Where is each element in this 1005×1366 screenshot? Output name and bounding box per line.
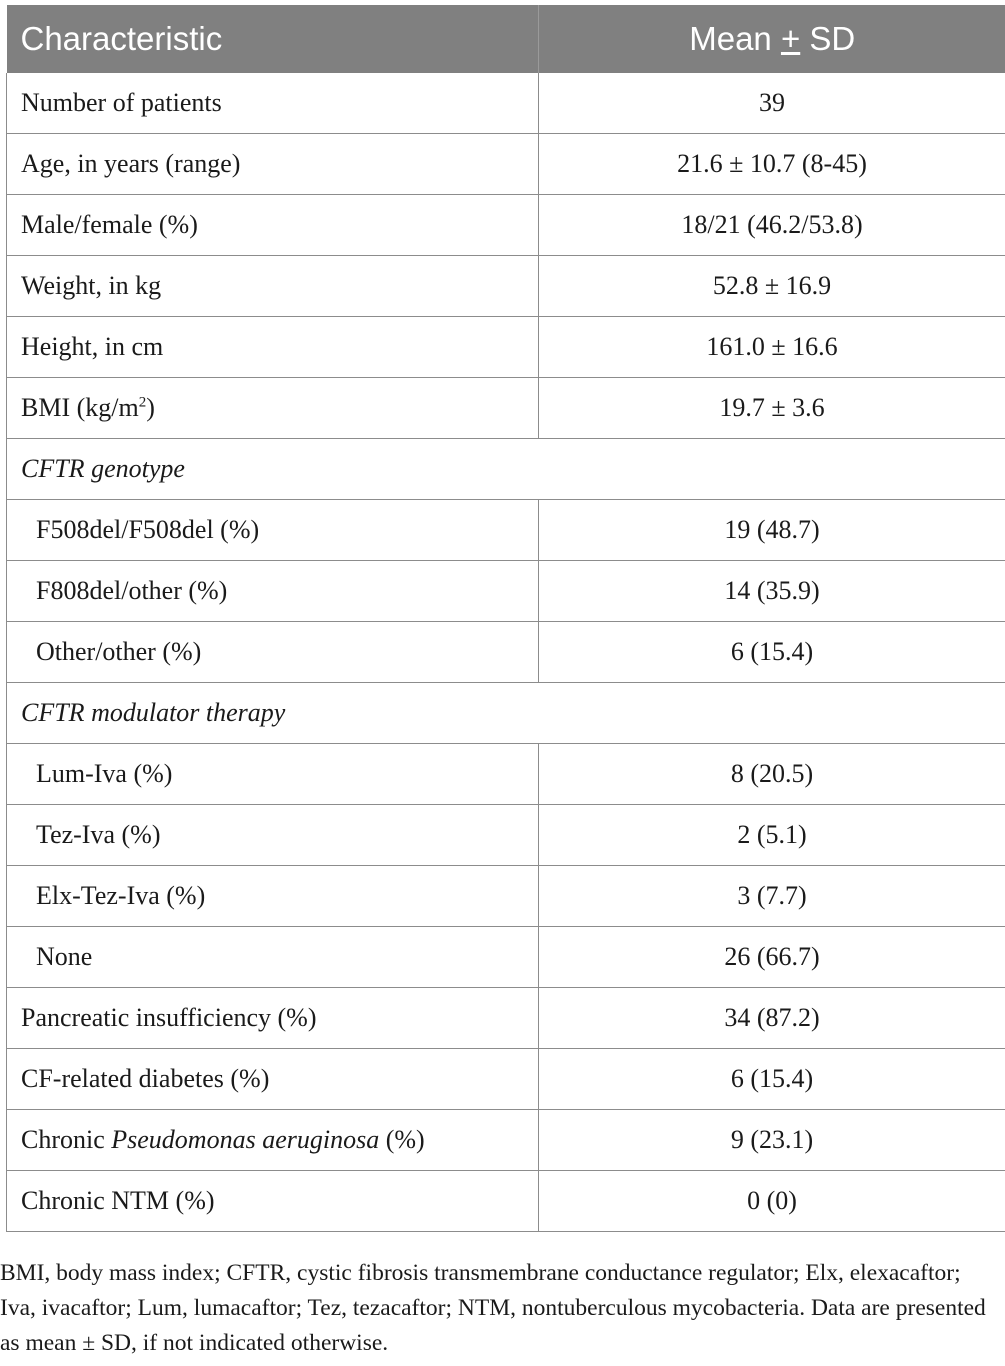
pseudomonas-suffix: (%) (379, 1125, 425, 1154)
row-value: 9 (23.1) (539, 1110, 1005, 1171)
table-row (7, 134, 1005, 195)
table-body (7, 73, 1005, 1232)
header-mean-sd (539, 5, 1005, 73)
table-header (7, 5, 1005, 73)
row-value: 26 (66.7) (539, 927, 1005, 988)
section-label: CFTR modulator therapy (7, 683, 1005, 744)
row-label: Elx-Tez-Iva (%) (7, 866, 539, 927)
pseudomonas-species: Pseudomonas aeruginosa (111, 1125, 380, 1154)
row-value: 19.7 ± 3.6 (539, 378, 1005, 439)
row-value: 161.0 ± 16.6 (539, 317, 1005, 378)
header-plus-minus: + (780, 20, 801, 57)
header-row (7, 5, 1005, 73)
row-label-pseudomonas (7, 1110, 539, 1171)
row-label: Height, in cm (7, 317, 539, 378)
row-value: 18/21 (46.2/53.8) (539, 195, 1005, 256)
row-value: 6 (15.4) (539, 622, 1005, 683)
table-row (7, 256, 1005, 317)
row-label: None (7, 927, 539, 988)
header-characteristic: Characteristic (7, 5, 539, 73)
table-row (7, 805, 1005, 866)
section-label: CFTR genotype (7, 439, 1005, 500)
header-sd-text: SD (800, 20, 856, 57)
row-label: Other/other (%) (7, 622, 539, 683)
row-value: 21.6 ± 10.7 (8-45) (539, 134, 1005, 195)
row-value: 6 (15.4) (539, 1049, 1005, 1110)
pseudomonas-prefix: Chronic (21, 1125, 112, 1154)
table-row (7, 744, 1005, 805)
row-label: Tez-Iva (%) (7, 805, 539, 866)
section-row-genotype (7, 439, 1005, 500)
characteristics-table (6, 5, 1005, 1232)
table-row (7, 500, 1005, 561)
table-row (7, 866, 1005, 927)
row-value: 34 (87.2) (539, 988, 1005, 1049)
row-label: Pancreatic insufficiency (%) (7, 988, 539, 1049)
bmi-label-close: ) (146, 393, 155, 422)
row-value: 0 (0) (539, 1171, 1005, 1232)
bmi-label-text: BMI (kg/m (21, 393, 139, 422)
table-row (7, 988, 1005, 1049)
row-label: F808del/other (%) (7, 561, 539, 622)
row-label: Chronic NTM (%) (7, 1171, 539, 1232)
table-row (7, 1110, 1005, 1171)
row-label: Number of patients (7, 73, 539, 134)
table-row (7, 195, 1005, 256)
table-row (7, 73, 1005, 134)
row-label: Age, in years (range) (7, 134, 539, 195)
row-value: 14 (35.9) (539, 561, 1005, 622)
table-row (7, 378, 1005, 439)
header-mean-text: Mean (689, 20, 781, 57)
row-label: Lum-Iva (%) (7, 744, 539, 805)
row-value: 3 (7.7) (539, 866, 1005, 927)
row-value: 8 (20.5) (539, 744, 1005, 805)
table-row (7, 622, 1005, 683)
row-value: 39 (539, 73, 1005, 134)
row-label-bmi (7, 378, 539, 439)
table-row (7, 927, 1005, 988)
row-value: 2 (5.1) (539, 805, 1005, 866)
row-value: 19 (48.7) (539, 500, 1005, 561)
row-value: 52.8 ± 16.9 (539, 256, 1005, 317)
row-label: Weight, in kg (7, 256, 539, 317)
row-label: CF-related diabetes (%) (7, 1049, 539, 1110)
table-row (7, 317, 1005, 378)
table-row (7, 1171, 1005, 1232)
table (6, 5, 1005, 1232)
table-row (7, 1049, 1005, 1110)
section-row-modulator (7, 683, 1005, 744)
table-footnote: BMI, body mass index; CFTR, cystic fibrosis transmembrane conductance regulator; Elx, elexacaftor; Iva, ivacaftor; Lum, lumacaftor; Tez, tezacaftor; NTM, nontuberculous mycobacteria. Data are presented as mean ± SD, if not indicated otherwise. (0, 1260, 986, 1356)
row-label: Male/female (%) (7, 195, 539, 256)
table-row (7, 561, 1005, 622)
bmi-superscript: 2 (138, 394, 147, 411)
row-label: F508del/F508del (%) (7, 500, 539, 561)
